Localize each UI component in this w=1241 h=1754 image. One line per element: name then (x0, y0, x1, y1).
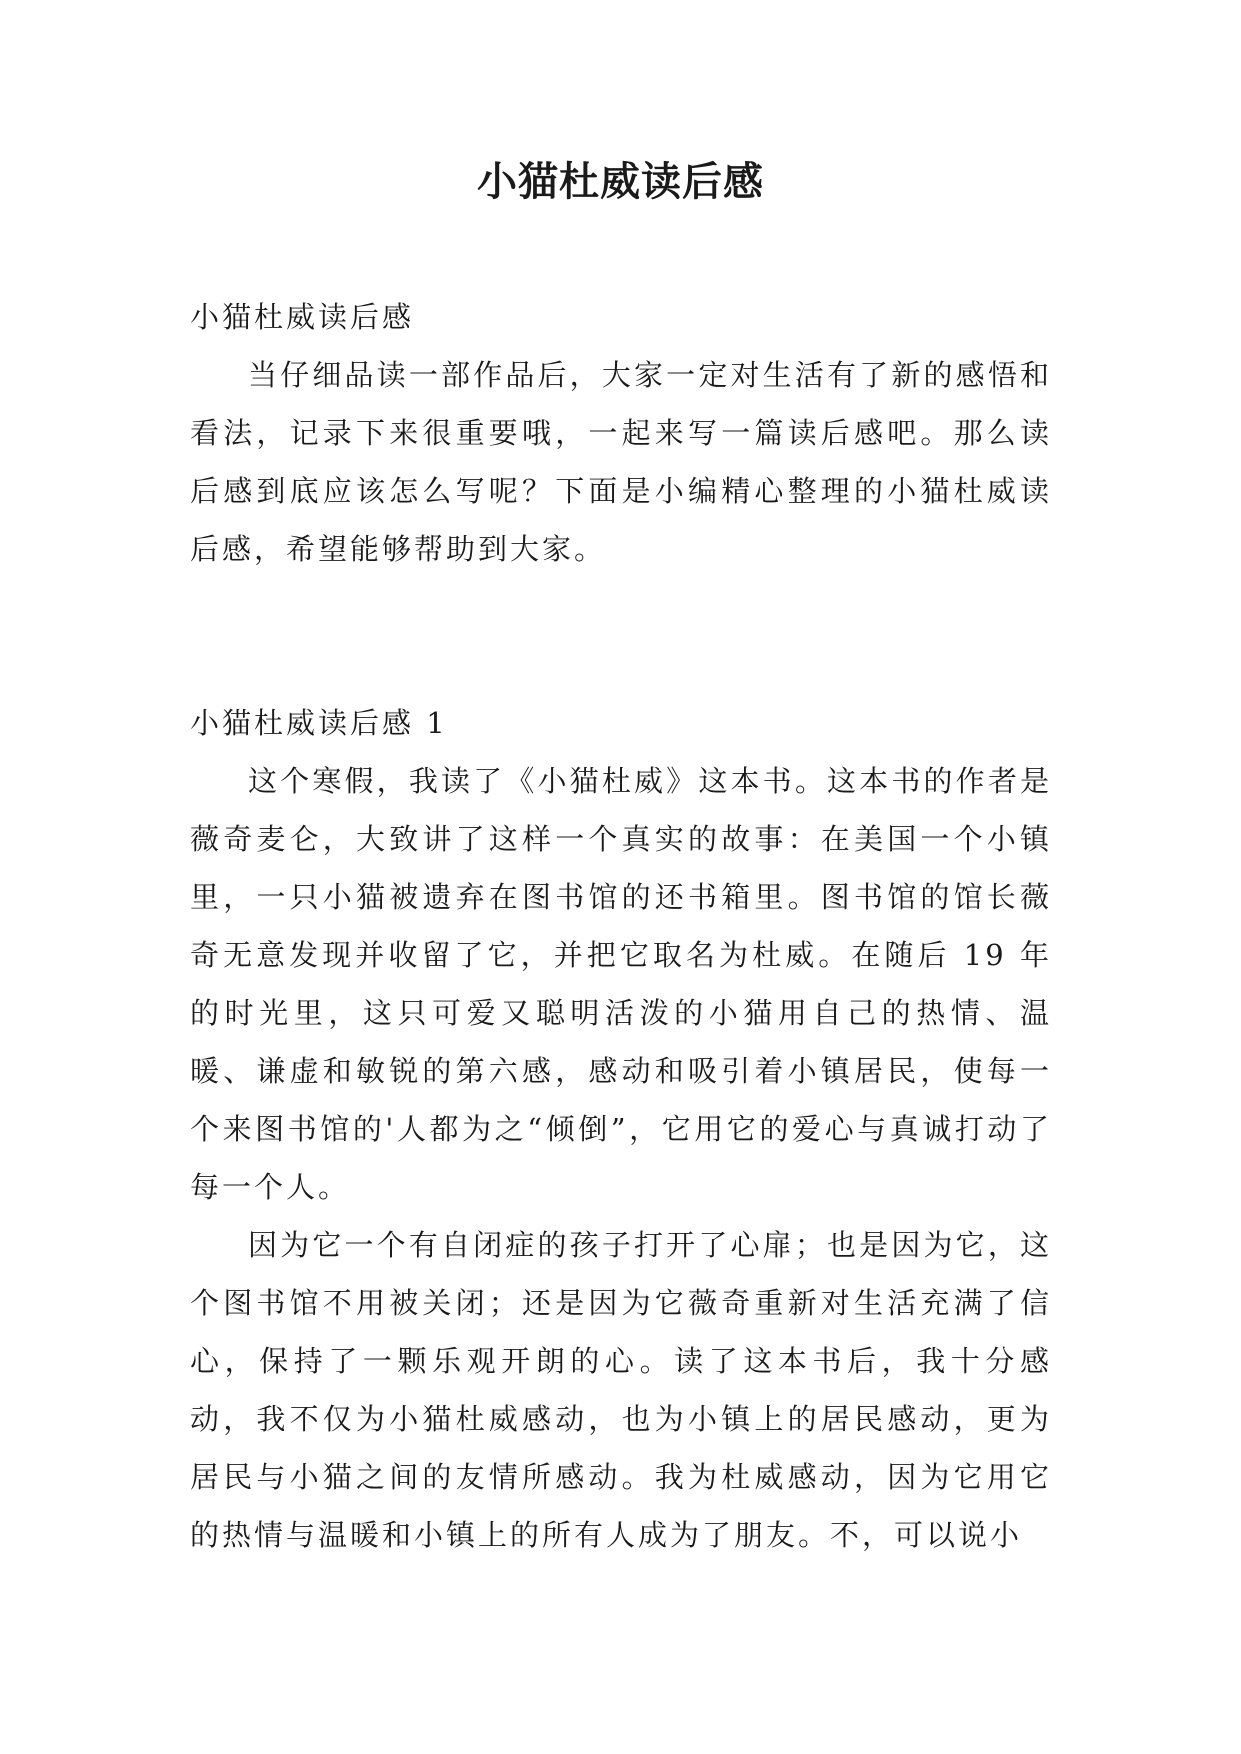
document-body (190, 288, 1052, 1564)
section-paragraph: 因为它一个有自闭症的孩子打开了心扉；也是因为它，这个图书馆不用被关闭；还是因为它薇奇重新对生活充满了信心，保持了一颗乐观开朗的心。读了这本书后，我十分感动，我不仅为小猫杜威感动，也为小镇上的居民感动，更为居民与小猫之间的友情所感动。我为杜威感动，因为它用它的热情与温暖和小镇上的所有人成为了朋友。不，可以说小 (190, 1228, 1052, 1552)
section-heading: 小猫杜威读后感 1 (190, 706, 448, 740)
section-paragraph: 这个寒假，我读了《小猫杜威》这本书。这本书的作者是薇奇麦仑，大致讲了这样一个真实的故事：在美国一个小镇里，一只小猫被遗弃在图书馆的还书箱里。图书馆的馆长薇奇无意发现并收留了它，并把它取名为杜威。在随后 19 年的时光里，这只可爱又聪明活泼的小猫用自己的热情、温暖、谦虚和敏锐的第六感，感动和吸引着小镇居民，使每一个来图书馆的'人都为之“倾倒”，它用它的爱心与真诚打动了每一个人。 (190, 764, 1052, 1204)
document-title: 小猫杜威读后感 (477, 158, 764, 205)
section-gap (190, 578, 1052, 694)
intro-paragraph: 当仔细品读一部作品后，大家一定对生活有了新的感悟和看法，记录下来很重要哦，一起来写一篇读后感吧。那么读后感到底应该怎么写呢？下面是小编精心整理的小猫杜威读后感，希望能够帮助到大家。 (190, 358, 1052, 566)
intro-heading: 小猫杜威读后感 (190, 300, 415, 334)
